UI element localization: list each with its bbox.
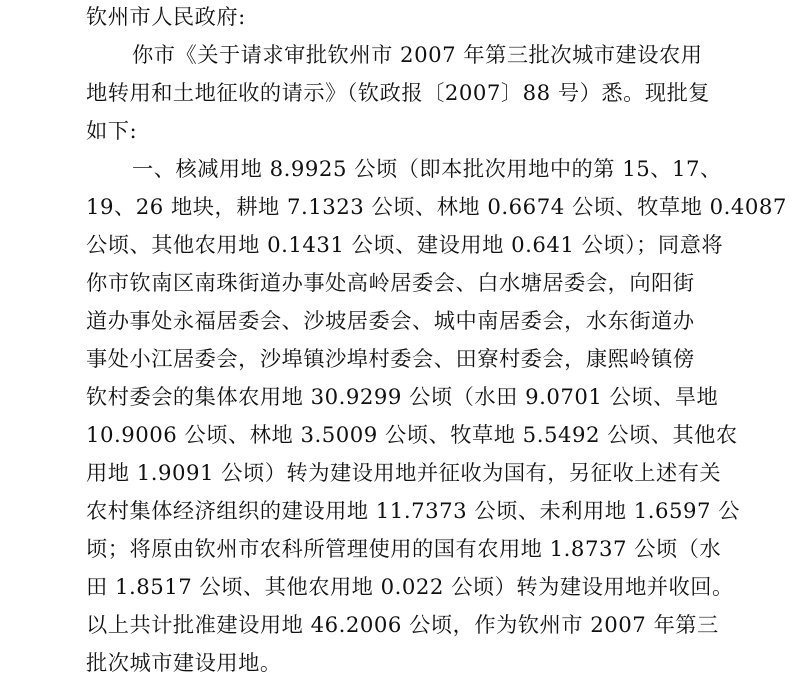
paragraph-line: 用地 1.9091 公顷）转为建设用地并征收为国有，另征收上述有关	[86, 461, 722, 486]
paragraph-line: 10.9006 公顷、林地 3.5009 公顷、牧草地 5.5492 公顷、其他农	[86, 423, 738, 448]
paragraph-line: 你市《关于请求审批钦州市 2007 年第三批次城市建设农用	[132, 43, 703, 68]
paragraph-line: 事处小江居委会，沙埠镇沙埠村委会、田寮村委会，康熙岭镇傍	[86, 347, 695, 372]
paragraph-line: 顷；将原由钦州市农科所管理使用的国有农用地 1.8737 公顷（水	[86, 537, 722, 562]
paragraph-line: 你市钦南区南珠街道办事处高岭居委会、白水塘居委会，向阳街	[86, 271, 695, 296]
paragraph-line: 19、26 地块，耕地 7.1323 公顷、林地 0.6674 公顷、牧草地 0.4087	[86, 195, 787, 220]
paragraph-line: 道办事处永福居委会、沙坡居委会、城中南居委会，水东街道办	[86, 309, 695, 334]
paragraph-line: 公顷、其他农用地 0.1431 公顷、建设用地 0.641 公顷）；同意将	[86, 233, 724, 258]
paragraph-line: 如下:	[86, 119, 138, 144]
paragraph-line: 田 1.8517 公顷、其他农用地 0.022 公顷）转为建设用地并收回。	[86, 575, 734, 600]
paragraph-line: 批次城市建设用地。	[86, 651, 282, 676]
paragraph-line: 农村集体经济组织的建设用地 11.7373 公顷、未利用地 1.6597 公	[86, 499, 741, 524]
salutation: 钦州市人民政府:	[86, 5, 246, 30]
paragraph-line: 地转用和土地征收的请示》（钦政报〔2007〕88 号）悉。现批复	[86, 81, 711, 106]
paragraph-line: 以上共计批准建设用地 46.2006 公顷，作为钦州市 2007 年第三	[86, 613, 719, 638]
paragraph-line: 钦村委会的集体农用地 30.9299 公顷（水田 9.0701 公顷、旱地	[86, 385, 719, 410]
paragraph-line: 一、核减用地 8.9925 公顷（即本批次用地中的第 15、17、	[132, 157, 722, 182]
